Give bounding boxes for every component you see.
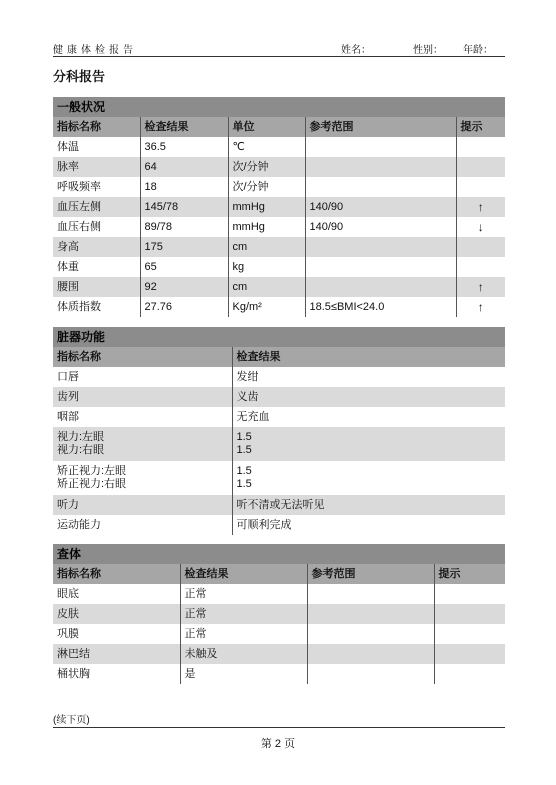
result-value: 145/78 — [140, 197, 228, 217]
indicator-name: 血压左侧 — [53, 197, 140, 217]
result-value: 175 — [140, 237, 228, 257]
indicator-name-line: 矫正视力:右眼 — [57, 478, 127, 490]
organ-function-table — [53, 327, 505, 535]
result-value-line: 可顺利完成 — [236, 518, 292, 531]
column-header: 检查结果 — [232, 347, 505, 367]
table-row — [53, 237, 505, 257]
result-value: 正常 — [180, 584, 307, 604]
column-header-row — [53, 347, 505, 367]
flag-arrow — [456, 257, 505, 277]
result-value: 未触及 — [180, 644, 307, 664]
table-row — [53, 427, 505, 461]
table-row — [53, 604, 505, 624]
name-label: 姓名： — [341, 45, 371, 56]
result-value-line: 1.5 — [236, 444, 252, 456]
result-value-line: 发绀 — [236, 370, 259, 383]
result-value — [232, 495, 505, 515]
indicator-name: 巩膜 — [57, 627, 79, 640]
indicator-name — [53, 407, 232, 427]
indicator-name: 皮肤 — [53, 604, 180, 624]
table-row — [53, 495, 505, 515]
column-header: 参考范围 — [305, 117, 456, 137]
result-value: 正常 — [180, 624, 307, 644]
result-value — [232, 407, 505, 427]
table-row — [53, 137, 505, 157]
column-header: 提示 — [456, 117, 505, 137]
indicator-name-line: 听力 — [57, 498, 79, 511]
column-header: 检查结果 — [180, 564, 307, 584]
result-value: 64 — [140, 157, 228, 177]
reference-range — [307, 644, 434, 664]
column-header-row — [53, 117, 505, 137]
table-row — [53, 367, 505, 387]
result-value-line: 1.5 — [236, 465, 252, 477]
indicator-name: 眼底 — [57, 587, 79, 600]
physical-exam-table — [53, 544, 505, 684]
indicator-name-line: 运动能力 — [57, 518, 101, 531]
reference-range — [307, 604, 434, 624]
result-value: 是 — [180, 664, 307, 684]
unit: cm — [228, 277, 305, 297]
result-value: 65 — [140, 257, 228, 277]
table-row — [53, 664, 505, 684]
section-title: 脏器功能 — [53, 327, 505, 347]
indicator-name — [53, 367, 232, 387]
reference-range: 18.5≤BMI<24.0 — [305, 297, 456, 317]
unit: Kg/m² — [228, 297, 305, 317]
page-title: 分科报告 — [53, 69, 106, 84]
indicator-name-line: 视力:右眼 — [57, 444, 105, 456]
unit: kg — [228, 257, 305, 277]
flag-arrow — [434, 644, 505, 664]
flag-arrow: ↓ — [456, 217, 505, 237]
reference-range — [305, 137, 456, 157]
flag-arrow — [456, 157, 505, 177]
indicator-name-line: 矫正视力:左眼 — [57, 465, 127, 477]
section-organ-function — [53, 327, 505, 347]
indicator-name: 体质指数 — [57, 300, 101, 313]
general-status-table — [53, 97, 505, 317]
column-header: 提示 — [434, 564, 505, 584]
column-header: 检查结果 — [140, 117, 228, 137]
flag-arrow — [434, 604, 505, 624]
indicator-name-line: 咽部 — [57, 410, 79, 423]
page-number: 第 2 页 — [260, 738, 296, 750]
footer-divider — [53, 727, 505, 728]
table-row — [53, 387, 505, 407]
indicator-name — [53, 461, 232, 495]
result-value — [232, 427, 505, 461]
flag-arrow — [456, 237, 505, 257]
indicator-name: 脉率 — [53, 157, 140, 177]
indicator-name: 呼吸频率 — [57, 180, 101, 193]
indicator-name: 身高 — [53, 237, 140, 257]
gender-label: 性别： — [413, 45, 443, 56]
table-row — [53, 197, 505, 217]
result-value: 27.76 — [140, 297, 228, 317]
indicator-name: 血压右侧 — [57, 220, 101, 233]
unit: cm — [228, 237, 305, 257]
unit: mmHg — [228, 197, 305, 217]
column-header-row — [53, 564, 505, 584]
section-physical-exam — [53, 544, 505, 564]
unit: 次/分钟 — [228, 177, 305, 197]
reference-range — [307, 584, 434, 604]
flag-arrow: ↑ — [456, 277, 505, 297]
reference-range — [305, 257, 456, 277]
result-value — [232, 387, 505, 407]
indicator-name: 体温 — [57, 140, 79, 153]
result-value — [232, 515, 505, 535]
column-header: 指标名称 — [53, 564, 180, 584]
table-row — [53, 217, 505, 237]
flag-arrow — [434, 624, 505, 644]
flag-arrow: ↑ — [456, 197, 505, 217]
flag-arrow — [456, 177, 505, 197]
section-title: 查体 — [53, 544, 505, 564]
flag-arrow — [434, 664, 505, 684]
table-row — [53, 515, 505, 535]
reference-range — [305, 177, 456, 197]
indicator-name — [53, 387, 232, 407]
result-value-line: 义齿 — [236, 390, 259, 403]
continued-note: (续下页) — [53, 715, 90, 726]
indicator-name — [53, 515, 232, 535]
reference-range — [307, 624, 434, 644]
table-row — [53, 177, 505, 197]
table-row — [53, 407, 505, 427]
unit: 次/分钟 — [228, 157, 305, 177]
indicator-name: 腰围 — [53, 277, 140, 297]
result-value — [232, 367, 505, 387]
result-value — [232, 461, 505, 495]
table-row — [53, 157, 505, 177]
table-row — [53, 644, 505, 664]
section-general-status — [53, 97, 505, 117]
column-header: 指标名称 — [53, 117, 140, 137]
indicator-name-line: 视力:左眼 — [57, 431, 105, 443]
report-title: 健康体检报告 — [53, 45, 137, 56]
result-value-line: 无充血 — [236, 410, 270, 423]
report-header — [53, 40, 505, 57]
result-value-line: 1.5 — [236, 478, 252, 490]
indicator-name — [53, 427, 232, 461]
indicator-name — [53, 495, 232, 515]
result-value: 89/78 — [140, 217, 228, 237]
result-value: 正常 — [180, 604, 307, 624]
section-title: 一般状况 — [53, 97, 505, 117]
unit: ℃ — [228, 137, 305, 157]
reference-range: 140/90 — [305, 197, 456, 217]
indicator-name: 桶状胸 — [57, 667, 90, 680]
reference-range: 140/90 — [305, 217, 456, 237]
result-value-line: 1.5 — [236, 431, 252, 443]
table-row — [53, 257, 505, 277]
table-row — [53, 584, 505, 604]
age-label: 年龄： — [463, 45, 493, 56]
flag-arrow — [456, 137, 505, 157]
reference-range — [305, 277, 456, 297]
indicator-name-line: 口唇 — [57, 370, 79, 383]
table-row — [53, 297, 505, 317]
table-row — [53, 624, 505, 644]
reference-range — [305, 157, 456, 177]
column-header: 指标名称 — [53, 347, 232, 367]
table-row — [53, 277, 505, 297]
flag-arrow: ↑ — [456, 297, 505, 317]
result-value: 36.5 — [140, 137, 228, 157]
column-header: 参考范围 — [307, 564, 434, 584]
flag-arrow — [434, 584, 505, 604]
result-value: 18 — [140, 177, 228, 197]
result-value: 92 — [140, 277, 228, 297]
indicator-name: 淋巴结 — [53, 644, 180, 664]
column-header: 单位 — [228, 117, 305, 137]
result-value-line: 听不清或无法听见 — [236, 498, 325, 511]
indicator-name: 体重 — [57, 260, 79, 273]
unit: mmHg — [228, 217, 305, 237]
reference-range — [305, 237, 456, 257]
reference-range — [307, 664, 434, 684]
indicator-name-line: 齿列 — [57, 390, 79, 403]
table-row — [53, 461, 505, 495]
